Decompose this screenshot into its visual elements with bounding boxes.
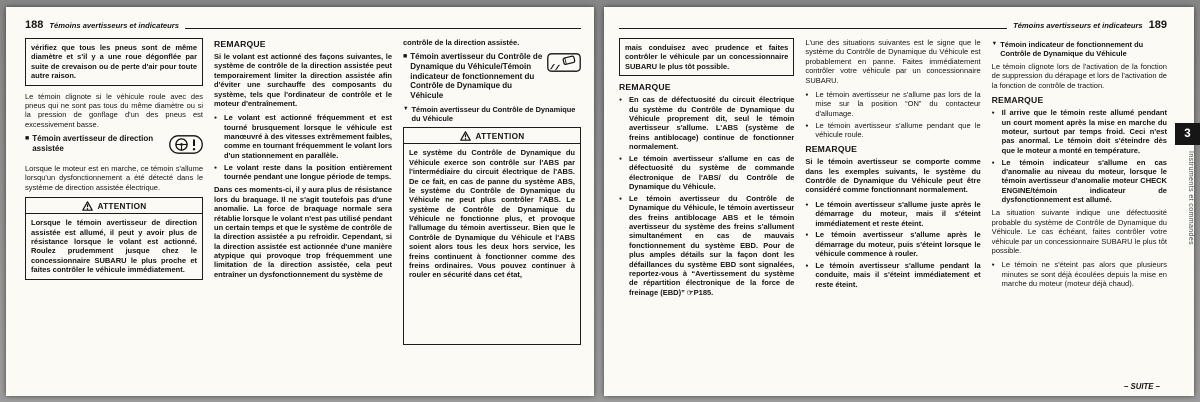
right-page-column-2 — [805, 38, 980, 389]
section-heading-label: Témoin avertisseur du Contrôle de Dynamique du Véhicule/Témoin indicateur de fonctionnement du Contrôle de Dynamique du Véhicule — [410, 52, 543, 100]
bullet-text: Il arrive que le témoin reste allumé pendant un court moment après la mise en marche du moteur, surtout par temps froid. Ceci n'est pas anormal. Le témoin doit s'éteindre dès que le moteur a monté en température. — [1001, 108, 1167, 155]
bullet-marker: ● — [805, 122, 809, 129]
bullet-marker: ● — [214, 115, 218, 122]
remarque-heading: REMARQUE — [619, 82, 671, 93]
attention-body: Lorsque le témoin avertisseur de direction assistée est allumé, il peut y avoir plus de résistance lorsque le volant est actionné. Roulez prudemment jusque chez le concessionnaire SUBARU le plus proche et faites contrôler le véhicule immédiatement. — [31, 218, 197, 274]
vdc-warning-icon — [547, 52, 581, 100]
section-heading-label: Témoin avertisseur de direction assistée — [32, 134, 154, 153]
bullet-marker: ● — [991, 110, 995, 117]
page-header-left — [25, 16, 581, 31]
bullet-text: Le témoin avertisseur s'allume juste après le démarrage du moteur, mais il s'éteint immédiatement et reste éteint. — [815, 199, 981, 228]
page-188 — [6, 7, 594, 396]
page-188-inner — [6, 7, 594, 396]
attention-box — [403, 127, 581, 345]
header-rule — [619, 28, 1007, 29]
bullet-marker: ● — [619, 97, 623, 104]
bullet-marker: ● — [214, 164, 218, 171]
page-number: 189 — [1148, 19, 1167, 31]
page-189-inner — [604, 7, 1194, 396]
bullet-item — [805, 90, 980, 118]
remarque-heading: REMARQUE — [805, 144, 858, 155]
bullet-text: Le témoin avertisseur s'allume pendant que le véhicule roule. — [815, 120, 981, 139]
triangle-marker: ▼ — [403, 106, 409, 113]
attention-header — [404, 128, 580, 144]
header-rule — [185, 28, 581, 29]
paragraph: L'une des situations suivantes est le signe que le système du Contrôle de Dynamique du Véhicule est probablement en panne. Faites immédiatement contrôler votre véhicule par un concessionnaire SUBARU. — [805, 38, 981, 85]
left-page-column-3 — [403, 38, 581, 389]
warning-triangle-icon — [82, 201, 93, 211]
bullet-text: Le volant reste dans la position entièrement tournée pendant une longue période de temps. — [224, 162, 392, 181]
section-heading-vdc — [403, 52, 581, 100]
left-page-column-1 — [25, 38, 203, 389]
triangle-marker: ▼ — [991, 41, 998, 47]
bullet-item — [214, 163, 392, 182]
bullet-marker: ● — [805, 263, 809, 269]
bullet-text: Le témoin indicateur s'allume en cas d'anomalie au niveau du moteur, lorsque le témoin avertisseur d'anomalie moteur CHECK ENGINE/témoin indicateur de dysfonctionnement est allumé. — [1001, 157, 1167, 205]
attention-box — [25, 197, 203, 280]
page-189 — [604, 7, 1194, 396]
attention-body: Le système du Contrôle de Dynamique du Véhicule exerce son contrôle sur l'ABS par l'intermédiaire du circuit électrique de l'ABS. De ce fait, en cas de panne du système ABS, le système du Contrôle de Dynamique du Véhicule ne peut plus contrôler l'ABS. Le système de Contrôle de Dynamique du Véhicule ne fonctionne plus, et provoque l'allumage du témoin avertisseur. Bien que le Contrôle de Dynamique du Véhicule et l'ABS soient alors tous les deux hors service, les freins continuent à fonctionner comme des freins ordinaires. Vous pouvez continuer à rouler en sécurité dans cet état, — [409, 148, 575, 280]
bullet-text: Le témoin avertisseur s'allume en cas de défectuosité du système de commande électronique de l'ABS/ du Contrôle de Dynamique du Véhicule. — [629, 153, 795, 191]
bullet-marker: ● — [805, 232, 809, 239]
bullet-marker: ● — [991, 159, 995, 166]
bullet-text: Le témoin ne s'éteint pas alors que plusieurs minutes se sont déjà écoulées depuis la mise en marche du moteur (moteur déjà chaud). — [1001, 260, 1167, 289]
running-header: Témoins avertisseurs et indicateurs — [49, 20, 179, 30]
bullet-item — [214, 113, 392, 160]
warning-triangle-icon — [460, 131, 471, 141]
attention-continuation-box: vérifiez que tous les pneus sont de même diamètre et s'il y a une roue dégonflée par suite de crevaison ou de perte d'air pour toute autre raison. — [25, 38, 203, 86]
bullet-item — [992, 260, 1167, 288]
paragraph: Lorsque le moteur est en marche, ce témoin s'allume lorsqu'un dysfonctionnement a été détecté dans le système de direction assistée électrique. — [25, 164, 203, 192]
bullet-marker: ● — [619, 195, 623, 202]
remarque-heading: REMARQUE — [991, 95, 1044, 106]
left-page-column-2 — [214, 38, 392, 389]
bullet-item — [992, 108, 1167, 155]
page-number: 188 — [25, 19, 44, 31]
running-header: Témoins avertisseurs et indicateurs — [1013, 20, 1143, 30]
page-header-right — [619, 16, 1167, 31]
bullet-item — [619, 194, 794, 297]
bullet-marker: ● — [619, 155, 623, 162]
bullet-item — [805, 230, 980, 258]
bullet-text: Le témoin avertisseur s'allume pendant la conduite, mais il s'éteint immédiatement et reste éteint. — [815, 261, 981, 289]
paragraph: Si le témoin avertisseur se comporte comme dans les exemples suivants, le système du Contrôle de Dynamique du Véhicule peut être considéré comme fonctionnant normalement. — [805, 157, 981, 195]
bullet-item — [805, 200, 980, 228]
bullet-item — [619, 154, 794, 192]
square-marker: ■ — [25, 135, 30, 142]
paragraph-continuation: contrôle de la direction assistée. — [403, 38, 520, 47]
bullet-text: Le témoin avertisseur du Contrôle de Dynamique du Véhicule, le témoin avertisseur des freins antiblocage ABS et le témoin avertisseur du système des freins s'allument simultanément en cas de mauvais fonctionnement du système EBD. Pour de plus amples détails sur la façon dont les défaillances du système EBD sont signalées, reportez-vous à “Avertissement du système de répartition électronique de la force de freinage (EBD)” ☞P185. — [629, 193, 795, 297]
suite-footer: – SUITE – — [1124, 382, 1160, 391]
right-page-column-1 — [619, 38, 794, 389]
bullet-text: En cas de défectuosité du circuit électrique du système du Contrôle de Dynamique du Véhicule proprement dit, seul le témoin avertisseur s'allume. L'ABS (système de freins antiblocage) continue de fonctionner normalement. — [629, 95, 795, 151]
paragraph: Le témoin clignote si le véhicule roule avec des pneus qui ne sont pas tous du même diamètre ou si la pression de gonflage d'un des pneus est excessivement basse. — [25, 91, 203, 129]
bullet-item — [805, 121, 980, 140]
attention-header — [26, 198, 202, 214]
section-heading-direction-assistee — [25, 134, 203, 159]
bullet-marker: ● — [805, 201, 809, 208]
subsection-heading — [992, 40, 1167, 58]
subsection-heading — [403, 105, 581, 123]
power-steering-warning-icon — [169, 134, 203, 159]
bullet-text: Le volant est actionné fréquemment et est tourné brusquement lorsque le véhicule est manœuvré à des vitesses extrêmement faibles, comme en tournant fréquemment le volant lors d'un stationnement en parallèle. — [224, 113, 392, 160]
right-page-column-3 — [992, 38, 1167, 389]
attention-title: ATTENTION — [475, 131, 525, 141]
paragraph: Dans ces moments-ci, il y aura plus de résistance lors du braquage. Il ne s'agit toutefois pas d'une anomalie. La force de braquage normale sera rétablie lorsque le volant n'est pas utilisé pendant un certain temps et que le système de contrôle de la direction assistée a pu refroidir. Cependant, si la direction assistée est actionnée d'une manière atypique qui provoque trop fréquemment une limitation de la direction assistée, cela peut entraîner un dysfonctionnement du système de — [214, 185, 392, 279]
subsection-label: Témoin avertisseur du Contrôle de Dynamique du Véhicule — [411, 105, 576, 124]
paragraph: Le témoin clignote lors de l'activation de la fonction de suppression du dérapage et lors de l'activation de la fonction de contrôle de traction. — [991, 62, 1167, 90]
bullet-text: Le témoin avertisseur ne s'allume pas lors de la mise sur la position “ON” du contacteur d'allumage. — [815, 89, 981, 118]
bullet-text: Le témoin avertisseur s'allume après le démarrage du moteur, puis s'éteint lorsque le véhicule commence à rouler. — [815, 230, 981, 259]
square-marker: ■ — [403, 53, 408, 61]
remarque-heading: REMARQUE — [214, 39, 266, 49]
chapter-tab-number: 3 — [1175, 123, 1200, 145]
paragraph: La situation suivante indique une défectuosité probable du système de Contrôle de Dynamique du Véhicule. Le cas échéant, faites contrôler votre véhicule par un concessionnaire SUBARU le plus tôt possible. — [991, 208, 1167, 255]
bullet-item — [619, 95, 794, 151]
columns-right-page — [619, 38, 1167, 389]
bullet-marker: ● — [805, 91, 809, 98]
bullet-item — [992, 158, 1167, 205]
paragraph: Si le volant est actionné des façons suivantes, le système de contrôle de la direction assistée peut temporairement limiter la direction assistée afin d'éviter une surchauffe des composants du système, tels que l'ordinateur de contrôle et le moteur d'entraînement. — [214, 52, 392, 108]
bullet-marker: ● — [991, 262, 995, 269]
bullet-item — [805, 261, 980, 289]
attention-continuation-box: mais conduisez avec prudence et faites contrôler le véhicule par un concessionnaire SUBARU le plus tôt possible. — [619, 38, 794, 76]
subsection-label: Témoin indicateur de fonctionnement du Contrôle de Dynamique du Véhicule — [1000, 40, 1144, 59]
columns-left-page — [25, 38, 581, 389]
attention-title: ATTENTION — [97, 201, 147, 211]
chapter-tab-label: Instruments et commandes — [1187, 151, 1194, 246]
